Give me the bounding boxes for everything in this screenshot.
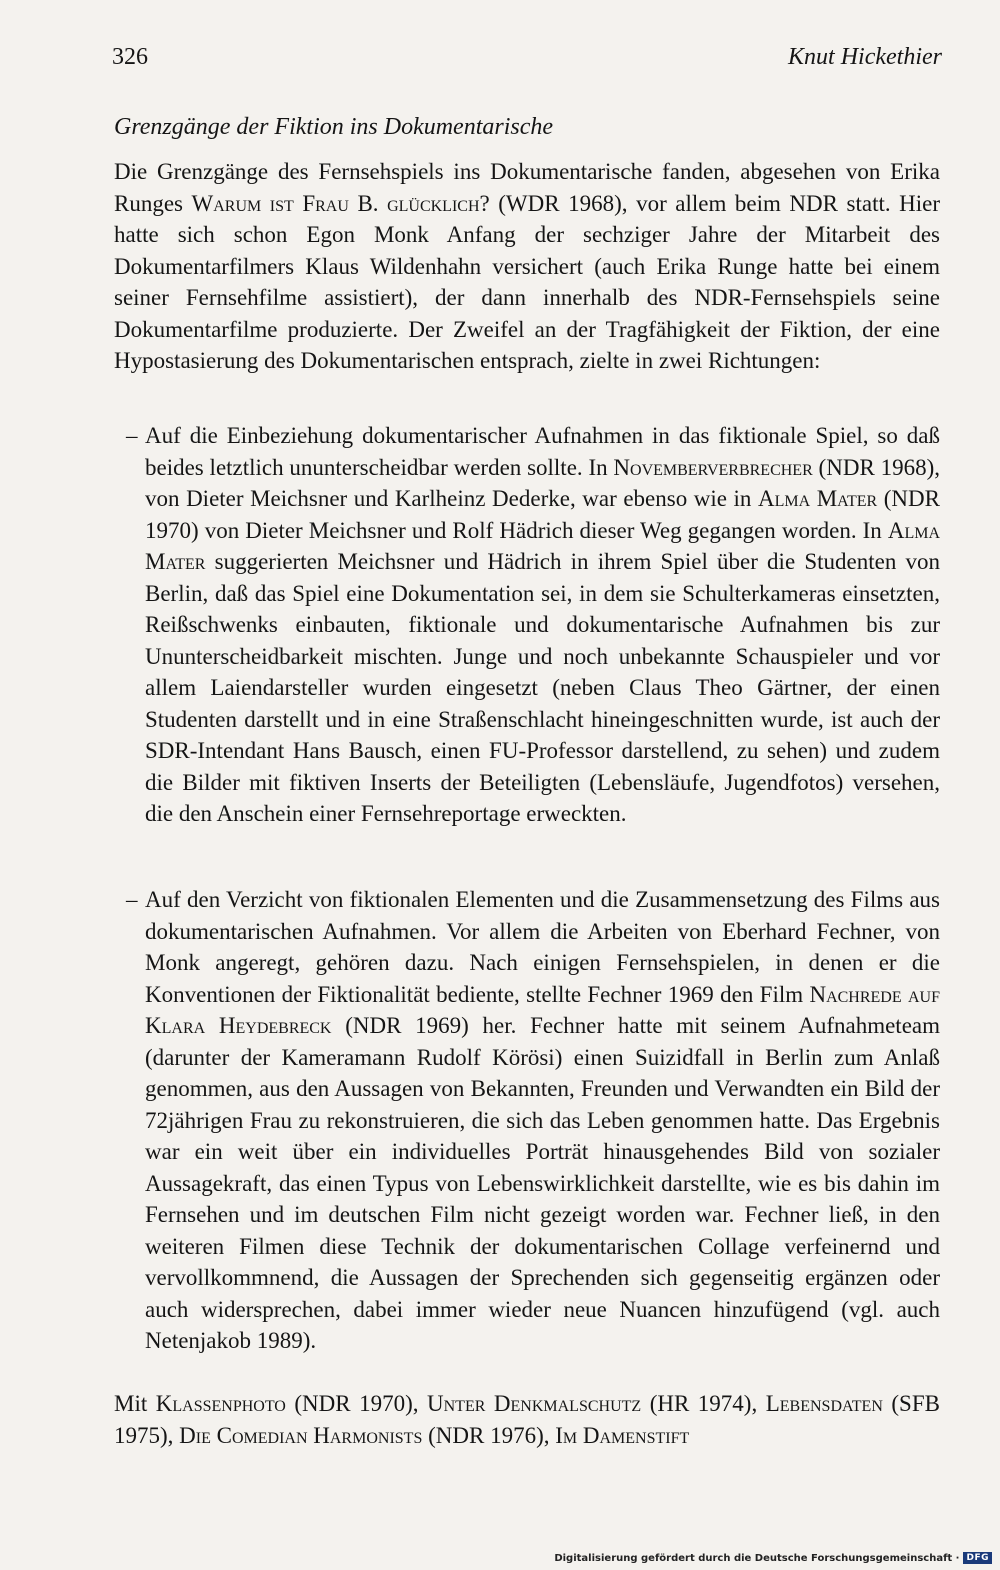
running-head: Knut Hickethier <box>788 44 942 70</box>
film-title: Alma Mater <box>145 517 940 574</box>
text-run: Die Grenzgänge des Fernsehspiels ins Dokumentarische fanden, abgesehen von Erika Runges <box>114 159 940 216</box>
footer-credit: Digitalisierung gefördert durch die Deutsche Forschungsgemeinschaft · <box>554 1552 960 1564</box>
page-number: 326 <box>112 44 148 70</box>
bullet-item <box>114 420 940 830</box>
film-title: Warum ist Frau B. glücklich? <box>191 190 490 216</box>
bullet-list-second <box>114 884 940 1357</box>
film-title: Die Comedian Harmonists <box>179 1422 423 1448</box>
dfg-logo: DFG <box>963 1552 992 1564</box>
paragraph-intro <box>114 156 940 377</box>
film-title: Nachrede auf Klara Heydebreck <box>145 981 940 1038</box>
text-run: (NDR 1968), von Dieter Meichsner und Karlheinz Dederke, war ebenso wie in <box>145 454 940 511</box>
text-run: suggerierten Meichsner und Hädrich in ihrem Spiel über die Studenten von Berlin, daß das Spiel eine Dokumentation sei, in dem sie Schulterkameras einsetzten, Reißschwenks einbauten, fiktionale und dokumentarische Aufnahmen bis zur Ununterscheidbarkeit mischten. Junge und noch unbekannte Schauspieler und vor allem Laiendarsteller wurden eingesetzt (neben Claus Theo Gärtner, der einen Studenten darstellt und in eine Straßenschlacht hineingeschnitten wurde, ist auch der SDR-Intendant Hans Bausch, einen FU-Professor darstellend, zu sehen) und zudem die Bilder mit fiktiven Inserts der Beteiligten (Lebensläufe, Jugendfotos) versehen, die den Anschein einer Fernsehreportage erweckten. <box>145 549 940 826</box>
page-header <box>112 44 942 78</box>
text-run: (NDR 1970) von Dieter Meichsner und Rolf Hädrich dieser Weg gegangen worden. In <box>145 486 940 543</box>
film-title: Klassenphoto <box>155 1391 286 1416</box>
film-title: Lebensdaten <box>765 1391 883 1416</box>
text-run: (WDR 1968), vor allem beim NDR statt. Hier hatte sich schon Egon Monk Anfang der sechziger Jahre der Mitarbeit des Dokumentarfilmers Klaus Wildenhahn versichert (auch Erika Runge hatte bei einem seiner Fernsehfilme assistiert), der dann innerhalb des NDR-Fernsehspiels seine Dokumentarfilme produzierte. Der Zweifel an der Tragfähigkeit der Fiktion, der eine Hypostasierung des Dokumentarischen entsprach, zielte in zwei Richtungen: <box>114 190 941 373</box>
text-run: (NDR 1976), <box>422 1422 556 1448</box>
film-title: Novemberverbrecher <box>613 454 813 480</box>
bullet-item <box>114 884 940 1357</box>
film-title: Unter Denkmalschutz <box>427 1391 642 1416</box>
bullet-dash: – <box>126 887 138 912</box>
text-run: Auf den Verzicht von fiktionalen Elementen und die Zusammensetzung des Films aus dokumentarischen Aufnahmen. Vor allem die Arbeiten von Eberhard Fechner, von Monk angeregt, gehören dazu. Nach einigen Fernsehspielen, in denen er die Konventionen der Fiktionalität bediente, stellte Fechner 1969 den Film <box>145 887 940 1007</box>
bullet-list-first <box>114 420 940 830</box>
film-title: Im Damenstift <box>555 1422 690 1448</box>
paragraph-closing <box>114 1388 940 1451</box>
bullet-dash: – <box>126 423 138 448</box>
text-run: (NDR 1969) her. Fechner hatte mit seinem Aufnahmeteam (darunter der Kameramann Rudolf Körösi) einen Suizidfall in Berlin zum Anlaß genommen, aus den Aussagen von Bekannten, Freunden und Verwandten ein Bild der 72jährigen Frau zu rekonstruieren, die sich das Leben genommen hatte. Das Ergebnis war ein weit über ein individuelles Porträt hinausgehendes Bild von sozialer Aussagekraft, das einen Typus von Lebenswirklichkeit darstellte, wie es bis dahin im Fernsehen und im deutschen Film nicht gezeigt worden war. Fechner ließ, in den weiteren Filmen diese Technik der dokumentarischen Collage verfeinernd und vervollkommnend, die Aussagen der Sprechenden sich gegenseitig ergänzen oder auch widersprechen, dabei immer wieder neue Nuancen hinzufügend (vgl. auch Netenjakob 1989). <box>145 1013 941 1353</box>
section-heading: Grenzgänge der Fiktion ins Dokumentarische <box>114 114 554 140</box>
text-run: (NDR 1970), <box>285 1391 428 1416</box>
film-title: Alma Mater <box>758 486 878 511</box>
digitization-footer <box>554 1552 992 1564</box>
text-run: Mit <box>114 1391 156 1416</box>
text-run: (SFB 1975), <box>114 1391 940 1448</box>
text-run: Auf die Einbeziehung dokumentarischer Aufnahmen in das fiktionale Spiel, so daß beides letztlich ununterscheidbar werden sollte. In <box>145 423 940 480</box>
text-run: (HR 1974), <box>641 1391 766 1416</box>
